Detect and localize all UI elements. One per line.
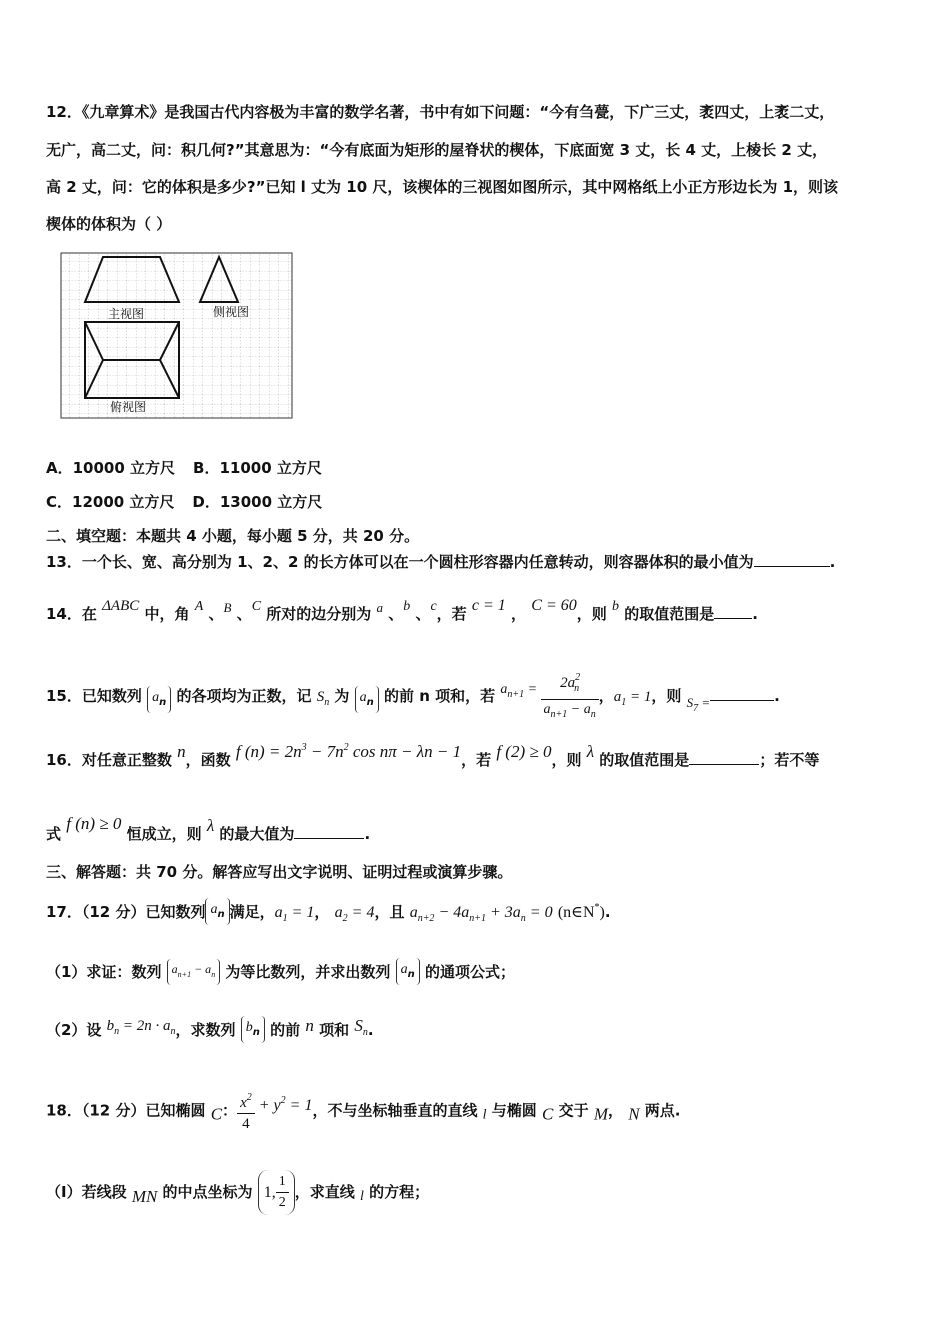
q17-sequence-an: $a_n$: [205, 898, 229, 925]
q18-point-n: N: [628, 1104, 640, 1124]
q16-function: f $(n) = 2n^3 - 7n^2$ cos nπ − λn − 1: [235, 742, 462, 761]
q17-part2: （2）设 $b_n = 2n \cdot a_n$，求数列 $b_n$ 的前 n 项和 $S_n$.: [46, 1016, 374, 1043]
q18-fraction: $\frac{x^2}{4}$: [237, 1088, 255, 1134]
q17-domain: (n∈N*): [557, 902, 605, 921]
q14-condition-angle: C = 60: [531, 597, 577, 614]
section-solutions-heading: 三、解答题：共 70 分。解答应写出文字说明、证明过程或演算步骤。: [46, 863, 513, 881]
q16-text: 的最大值为: [214, 825, 295, 843]
q18-midpoint: 1, $\frac{1}{2}$: [258, 1170, 295, 1215]
q15-a1: $a_1 = 1$: [613, 689, 652, 708]
q16-lambda: λ: [206, 816, 215, 835]
q15-text: ，则: [651, 687, 687, 705]
q14-answer-blank[interactable]: [714, 604, 752, 619]
section-fill-in-heading: 二、填空题：本题共 4 小题，每小题 5 分，共 20 分。: [46, 527, 420, 545]
q17-text: 为等比数列，并求出数列: [220, 963, 396, 981]
q16-condition: f (2) ≥ 0: [496, 742, 552, 761]
q15-text: 的各项均为正数，记: [171, 687, 317, 705]
q18-text: ：: [222, 1101, 238, 1120]
q14-side-a: a: [376, 600, 383, 615]
q16-line1: [46, 738, 819, 770]
q18-text: ，求直线: [294, 1183, 360, 1201]
q15-text: 的前 n 项和，若: [378, 687, 501, 705]
q18-text: 交于: [553, 1101, 594, 1120]
q17-sn: $S_n$: [354, 1016, 368, 1038]
q16-text: ，函数: [185, 751, 236, 769]
q17-text: 项和: [313, 1021, 355, 1039]
q14-side-c: c: [430, 599, 437, 614]
q15-recurrence: $a_{n+1}$ =: [500, 682, 541, 700]
q15: 15．已知数列 $a_n$ 的各项均为正数，记 $S_n$ 为 $a_n$ 的前 n 项和，若 $a_{n+1}$ = $\frac{2a^2_n}{a_{n+1} - a_n}$ ，$a_1 = 1$，则 $S_7$ = .: [46, 668, 780, 725]
q14-triangle: ΔABC: [102, 598, 140, 614]
q17-n: n: [305, 1016, 314, 1035]
q18-text: ，不与坐标轴垂直的直线: [312, 1101, 483, 1120]
q16-text: 的取值范围是: [594, 751, 690, 769]
top-view-label: 俯视图: [110, 400, 147, 414]
q14-text: ，若: [436, 605, 472, 623]
q18-text: 的方程；: [363, 1183, 430, 1201]
q18-ellipse-rest: + $y^2 = 1$: [254, 1094, 313, 1114]
q17-text: （1）求证：数列: [46, 963, 167, 981]
q18-line-l: l: [482, 1107, 487, 1123]
side-view-label: 侧视图: [213, 305, 250, 319]
q16-text: ；若不等: [759, 751, 820, 769]
q14-text: 的取值范围是: [618, 605, 715, 623]
q14-angle-c: C: [251, 599, 262, 614]
q14-text: 中，角: [139, 605, 195, 623]
q17-text: 17．（12 分）已知数列: [46, 903, 206, 921]
q12-options-row2: [46, 492, 322, 512]
q13-text: 13．一个长、宽、高分别为 1、2、2 的长方体可以在一个圆柱形容器内任意转动，则容器体积的最小值为: [46, 553, 754, 571]
q15-sn: $S_n$: [316, 689, 330, 708]
q14-condition-c: c = 1: [471, 597, 506, 614]
q15-text: 为: [329, 687, 355, 705]
q12-options-row1: [46, 458, 322, 478]
q16-condition2: f (n) ≥ 0: [66, 814, 122, 833]
q18-text: 18．（12 分）已知椭圆: [46, 1101, 211, 1120]
q14: 14．在 ΔABC 中，角 A 、B 、C 所对的边分别为 a 、b 、c，若 c = 1 ， C = 60，则 b 的取值范围是 .: [46, 597, 758, 623]
q14-text: 14．在: [46, 605, 103, 623]
q18-line-l: l: [360, 1189, 364, 1204]
q16-text: 式: [46, 825, 67, 843]
q16-text: 恒成立，则: [121, 825, 207, 843]
q16-answer-blank-2[interactable]: [294, 824, 364, 839]
q17-text: ，求数列: [175, 1021, 241, 1039]
option-c[interactable]: C．12000 立方尺: [46, 493, 175, 511]
option-a[interactable]: A．10000 立方尺: [46, 459, 176, 477]
q16-text: ，则: [551, 751, 587, 769]
q15-answer-blank[interactable]: [710, 686, 774, 701]
q14-text: 所对的边分别为: [261, 605, 377, 623]
q15-sequence-an: $a_n$: [355, 686, 379, 713]
q18-text: 的中点坐标为: [157, 1183, 258, 1201]
q16-lambda: λ: [586, 742, 595, 761]
q17: 17．（12 分）已知数列 $a_n$ 满足，$a_1 = 1$， $a_2 = 4$，且 $a_{n+2} - 4a_{n+1} + 3a_n = 0$ (n∈N*).: [46, 898, 611, 929]
q12-line1: 12．《九章算术》是我国古代内容极为丰富的数学名著，书中有如下问题：“今有刍甍，下广三丈，袤四丈，上袤二丈，: [46, 103, 835, 121]
q12-line3: 高 2 丈，问：它的体积是多少?”已知 l 丈为 10 尺，该楔体的三视图如图所示，其中网格纸上小正方形边长为 1，则该: [46, 178, 839, 196]
q15-text: 15．已知数列: [46, 687, 148, 705]
q18: [46, 1088, 680, 1134]
front-view-label: 主视图: [108, 307, 145, 321]
q17-text: ，且: [374, 903, 410, 921]
q12-line4: 楔体的体积为（ ）: [46, 215, 172, 233]
q16-text: ，若: [461, 751, 497, 769]
q15-fraction: $\frac{2a^2_n}{a_{n+1} - a_n}$: [541, 668, 599, 725]
q17-sequence-an: $a_n$: [396, 958, 420, 985]
q17-a1: $a_1 = 1$: [274, 904, 315, 924]
q16-text: 16．对任意正整数: [46, 751, 178, 769]
q18-segment-mn: MN: [131, 1187, 158, 1206]
q18-text: （Ⅰ）若线段: [46, 1183, 132, 1201]
q16-answer-blank-1[interactable]: [689, 750, 759, 765]
q17-text: 满足，: [229, 903, 275, 921]
q14-angle-b: B: [223, 600, 232, 615]
q17-text: 的通项公式；: [419, 963, 515, 981]
q13-answer-blank[interactable]: [754, 552, 830, 567]
q17-text: 的前: [264, 1021, 306, 1039]
option-b[interactable]: B．11000 立方尺: [193, 459, 322, 477]
q15-s7: $S_7$ =: [686, 695, 711, 714]
q14-side-b: b: [611, 599, 619, 614]
q14-angle-a: A: [194, 599, 204, 614]
q14-side-b: b: [403, 599, 411, 614]
q18-point-m: M: [593, 1104, 608, 1124]
q17-bn-def: $b_n = 2n \cdot a_n$: [106, 1018, 176, 1037]
option-d[interactable]: D．13000 立方尺: [192, 493, 323, 511]
three-view-figure: [60, 252, 294, 420]
q18-partI: [46, 1170, 429, 1215]
q13: 13．一个长、宽、高分别为 1、2、2 的长方体可以在一个圆柱形容器内任意转动，则容器体积的最小值为 .: [46, 553, 836, 571]
q15-sequence-an: $a_n$: [147, 686, 171, 713]
q17-diff-sequence: $a_{n+1} - a_n$: [167, 959, 221, 985]
q15-text: ，: [598, 687, 614, 705]
q17-recurrence: $a_{n+2} - 4a_{n+1} + 3a_n = 0$: [409, 904, 553, 924]
q17-sequence-bn: $b_n$: [241, 1016, 265, 1043]
q12-line2: 无广，高二丈，问：积几何?”其意思为：“今有底面为矩形的屋脊状的楔体，下底面宽 3 丈，长 4 丈，上棱长 2 丈，: [46, 141, 828, 159]
q16-line2: 式 f (n) ≥ 0 恒成立，则 λ 的最大值为 .: [46, 814, 371, 843]
q17-a2: $a_2 = 4$: [334, 904, 375, 924]
q16-n: n: [177, 742, 186, 761]
q14-text: ，则: [576, 605, 612, 623]
q18-text: 两点.: [639, 1101, 681, 1120]
q18-ellipse-c: C: [210, 1104, 223, 1124]
q17-text: （2）设: [46, 1021, 107, 1039]
q18-text: 与椭圆: [486, 1101, 543, 1120]
q18-text: ，: [607, 1101, 629, 1120]
q17-part1: [46, 958, 515, 985]
q18-ellipse-c: C: [542, 1104, 554, 1124]
